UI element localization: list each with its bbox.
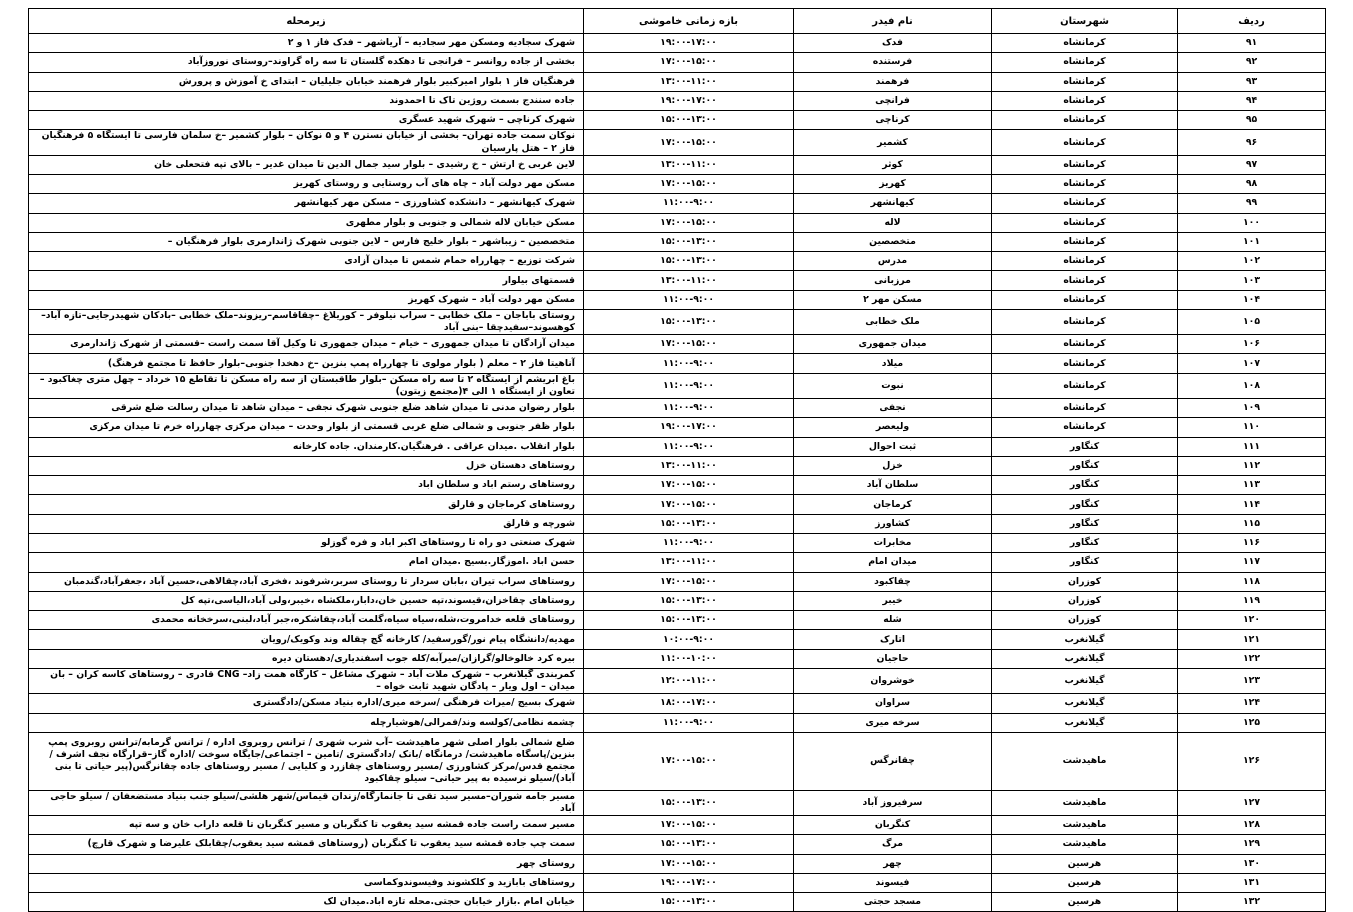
cell-feeder: کشمیر xyxy=(794,130,992,155)
header-index: ردیف xyxy=(1178,9,1326,34)
cell-city: کنگاور xyxy=(992,534,1178,553)
cell-index: ۱۰۹ xyxy=(1178,398,1326,417)
table-row xyxy=(29,232,1326,251)
cell-area: شهرک صنعتی دو راه تا روستاهای اکبر اباد و فره گوزلو xyxy=(29,534,584,553)
table-row xyxy=(29,174,1326,193)
table-row xyxy=(29,418,1326,437)
cell-index: ۱۱۳ xyxy=(1178,476,1326,495)
cell-index: ۹۲ xyxy=(1178,53,1326,72)
cell-city: کرمانشاه xyxy=(992,194,1178,213)
cell-feeder: اتارک xyxy=(794,630,992,649)
cell-time: ۱۷:۰۰-۱۵:۰۰ xyxy=(584,495,794,514)
cell-index: ۱۱۱ xyxy=(1178,437,1326,456)
table-row xyxy=(29,335,1326,354)
table-row xyxy=(29,893,1326,912)
table-row xyxy=(29,456,1326,475)
table-row xyxy=(29,252,1326,271)
cell-area: شهرک سجادیه ومسکن مهر سجادیه – آریاشهر – فدک فاز ۱ و ۲ xyxy=(29,34,584,53)
cell-city: کوزران xyxy=(992,572,1178,591)
cell-feeder: فرانچی xyxy=(794,91,992,110)
cell-area: روستاهای قلعه خدامروت،شله،سیاه سیاه،گلمت آباد،چقاشکره،جبر آباد،لبنی،سرخخانه محمدی xyxy=(29,611,584,630)
cell-index: ۹۶ xyxy=(1178,130,1326,155)
cell-city: کرمانشاه xyxy=(992,155,1178,174)
cell-feeder: چقانرگس xyxy=(794,732,992,790)
cell-city: هرسین xyxy=(992,854,1178,873)
table-row xyxy=(29,53,1326,72)
cell-city: ماهیدشت xyxy=(992,835,1178,854)
cell-time: ۱۵:۰۰-۱۳:۰۰ xyxy=(584,514,794,533)
cell-area: بلوار ظفر جنوبی و شمالی ضلع غربی قسمتی از بلوار وحدت – میدان مرکزی چهارراه خرم تا میدان مرکزی xyxy=(29,418,584,437)
cell-city: گیلانغرب xyxy=(992,694,1178,713)
cell-time: ۱۳:۰۰-۱۱:۰۰ xyxy=(584,553,794,572)
cell-city: گیلانغرب xyxy=(992,649,1178,668)
table-row xyxy=(29,630,1326,649)
cell-index: ۱۱۷ xyxy=(1178,553,1326,572)
cell-feeder: مخابرات xyxy=(794,534,992,553)
cell-city: گیلانغرب xyxy=(992,713,1178,732)
cell-time: ۱۵:۰۰-۱۳:۰۰ xyxy=(584,252,794,271)
table-row xyxy=(29,591,1326,610)
cell-index: ۱۰۱ xyxy=(1178,232,1326,251)
cell-feeder: خیبر xyxy=(794,591,992,610)
cell-feeder: متخصصین xyxy=(794,232,992,251)
cell-time: ۱۱:۰۰-۱۰:۰۰ xyxy=(584,649,794,668)
cell-area: مسیر جامه شوران–مسیر سید تقی تا جانمارگاه/زندان قیماس/شهر هلشی/سیلو جنب بنیاد مستضعفان / سیلو حاجی آباد xyxy=(29,790,584,815)
cell-feeder: کوثر xyxy=(794,155,992,174)
cell-index: ۹۴ xyxy=(1178,91,1326,110)
cell-time: ۱۷:۰۰-۱۵:۰۰ xyxy=(584,815,794,834)
cell-time: ۱۵:۰۰-۱۳:۰۰ xyxy=(584,790,794,815)
cell-index: ۱۲۷ xyxy=(1178,790,1326,815)
table-row xyxy=(29,669,1326,694)
cell-city: کرمانشاه xyxy=(992,290,1178,309)
cell-feeder: فرستنده xyxy=(794,53,992,72)
cell-time: ۱۷:۰۰-۱۵:۰۰ xyxy=(584,213,794,232)
table-row xyxy=(29,373,1326,398)
cell-area: ضلع شمالی بلوار اصلی شهر ماهیدشت –آب شرب شهری / ترانس روبروی اداره / ترانس گرمابه/ترانس روبروی پمپ بنزین/پاسگاه ماهیدشت/ درمانگاه /بانک /دادگستری /تامین – اجتماعی/جایگاه سوخت /اداره گاز–قرارگاه نجف اشرف /مجتمع قدس/مرکز کشاورزی /مسیر روستاهای چقازرد و کلیایی / مسیر روستاهای جاده چقانرگس(پیر حیاتی تا بنی آباد)/سیلو نرسیده به پیر حیاتی– سیلو چقاکبود xyxy=(29,732,584,790)
table-row xyxy=(29,130,1326,155)
cell-city: کنگاور xyxy=(992,437,1178,456)
cell-time: ۱۵:۰۰-۱۳:۰۰ xyxy=(584,591,794,610)
cell-city: کرمانشاه xyxy=(992,373,1178,398)
cell-area: روستاهای سراب تیران ،بابان سردار تا روستای سربر،شرفوند ،فخری آباد،چقالاهی،حسین آباد ،جعفرآباد،گندمبان xyxy=(29,572,584,591)
cell-city: گیلانغرب xyxy=(992,669,1178,694)
cell-index: ۱۱۰ xyxy=(1178,418,1326,437)
table-row xyxy=(29,91,1326,110)
cell-time: ۱۱:۰۰-۹:۰۰ xyxy=(584,398,794,417)
cell-index: ۱۲۲ xyxy=(1178,649,1326,668)
cell-area: خیابان امام .بازار خیابان حجتی.محله تازه اباد.میدان لک xyxy=(29,893,584,912)
cell-city: کرمانشاه xyxy=(992,174,1178,193)
cell-time: ۱۳:۰۰-۱۱:۰۰ xyxy=(584,271,794,290)
cell-area: بیره کرد خالوخالو/گرازان/میرآبه/کله جوب اسفندیاری/دهستان دیره xyxy=(29,649,584,668)
cell-feeder: کیهانشهر xyxy=(794,194,992,213)
cell-feeder: مرگ xyxy=(794,835,992,854)
cell-index: ۹۸ xyxy=(1178,174,1326,193)
cell-city: ماهیدشت xyxy=(992,732,1178,790)
cell-area: قسمتهای بیلوار xyxy=(29,271,584,290)
table-row xyxy=(29,572,1326,591)
cell-city: ماهیدشت xyxy=(992,815,1178,834)
cell-city: کرمانشاه xyxy=(992,398,1178,417)
cell-area: روستاهای دهستان خزل xyxy=(29,456,584,475)
cell-feeder: مسکن مهر ۲ xyxy=(794,290,992,309)
table-row xyxy=(29,310,1326,335)
cell-area: حسن اباد .اموزگار.بسیج .میدان امام xyxy=(29,553,584,572)
cell-index: ۱۲۶ xyxy=(1178,732,1326,790)
cell-feeder: نبوت xyxy=(794,373,992,398)
cell-time: ۱۵:۰۰-۱۳:۰۰ xyxy=(584,111,794,130)
cell-time: ۱۱:۰۰-۹:۰۰ xyxy=(584,373,794,398)
table-row xyxy=(29,713,1326,732)
cell-area: روستاهای چقاخزان،قیسوند،تپه حسین خان،دابار،ملکشاه ،خیبر،ولی آباد،الیاسی،تپه کل xyxy=(29,591,584,610)
cell-index: ۱۱۹ xyxy=(1178,591,1326,610)
table-row xyxy=(29,854,1326,873)
cell-index: ۱۲۸ xyxy=(1178,815,1326,834)
cell-area: روستاهای بابازید و کلکشوند وفیسوندوکماسی xyxy=(29,873,584,892)
cell-city: هرسین xyxy=(992,873,1178,892)
cell-area: روستای باباجان – ملک خطابی – سراب نیلوفر – کوریلاغ –چقاقاسم–ریزوند–ملک خطابی –بادکان شهیدرجایی–تازه آباد–کوهسوند–سفیدچقا –بنی آباد xyxy=(29,310,584,335)
cell-area: مسکن مهر دولت آباد – شهرک کهریز xyxy=(29,290,584,309)
table-body xyxy=(29,34,1326,912)
cell-feeder: سراوان xyxy=(794,694,992,713)
cell-feeder: شله xyxy=(794,611,992,630)
cell-index: ۱۲۴ xyxy=(1178,694,1326,713)
table-row xyxy=(29,732,1326,790)
cell-time: ۱۱:۰۰-۹:۰۰ xyxy=(584,194,794,213)
cell-area: میدان آزادگان تا میدان جمهوری – خیام – میدان جمهوری تا وکیل آقا سمت راست –قسمتی از شهرک ژاندارمری xyxy=(29,335,584,354)
cell-index: ۱۰۳ xyxy=(1178,271,1326,290)
cell-area: بخشی از جاده روانسر – فرانجی تا دهکده گلستان تا سه راه گراوند–روستای نوروزآباد xyxy=(29,53,584,72)
cell-city: کرمانشاه xyxy=(992,72,1178,91)
cell-feeder: کرماجان xyxy=(794,495,992,514)
cell-city: کرمانشاه xyxy=(992,271,1178,290)
cell-time: ۱۳:۰۰-۱۱:۰۰ xyxy=(584,456,794,475)
cell-city: کرمانشاه xyxy=(992,354,1178,373)
cell-feeder: سرفیروز آباد xyxy=(794,790,992,815)
table-row xyxy=(29,873,1326,892)
outage-schedule-sheet xyxy=(28,8,1326,912)
cell-time: ۱۷:۰۰-۱۵:۰۰ xyxy=(584,53,794,72)
cell-city: کرمانشاه xyxy=(992,111,1178,130)
cell-index: ۱۰۲ xyxy=(1178,252,1326,271)
cell-index: ۹۱ xyxy=(1178,34,1326,53)
cell-index: ۱۰۴ xyxy=(1178,290,1326,309)
cell-city: هرسین xyxy=(992,893,1178,912)
header-city: شهرستان xyxy=(992,9,1178,34)
cell-area: بلوار انقلاب .میدان عراقی . فرهنگیان.کارمندان. جاده کارخانه xyxy=(29,437,584,456)
cell-time: ۱۵:۰۰-۱۳:۰۰ xyxy=(584,310,794,335)
header-area: زیرمحله xyxy=(29,9,584,34)
header-time: بازه زمانی خاموشی xyxy=(584,9,794,34)
cell-time: ۱۷:۰۰-۱۵:۰۰ xyxy=(584,174,794,193)
cell-index: ۱۳۲ xyxy=(1178,893,1326,912)
outage-table xyxy=(28,8,1326,912)
cell-city: کوزران xyxy=(992,611,1178,630)
table-row xyxy=(29,34,1326,53)
cell-time: ۱۱:۰۰-۹:۰۰ xyxy=(584,713,794,732)
cell-feeder: سلطان آباد xyxy=(794,476,992,495)
cell-city: کرمانشاه xyxy=(992,418,1178,437)
table-row xyxy=(29,534,1326,553)
table-row xyxy=(29,649,1326,668)
table-row xyxy=(29,476,1326,495)
cell-area: مسیر سمت راست جاده قمشه سید یعقوب تا کنگربان و مسیر کنگربان تا قلعه داراب خان و سه تپه xyxy=(29,815,584,834)
cell-feeder: مرزبانی xyxy=(794,271,992,290)
cell-index: ۱۰۸ xyxy=(1178,373,1326,398)
cell-city: کرمانشاه xyxy=(992,335,1178,354)
table-row xyxy=(29,290,1326,309)
cell-time: ۱۷:۰۰-۱۵:۰۰ xyxy=(584,476,794,495)
cell-index: ۱۳۰ xyxy=(1178,854,1326,873)
table-row xyxy=(29,835,1326,854)
cell-feeder: میدان جمهوری xyxy=(794,335,992,354)
cell-time: ۱۱:۰۰-۹:۰۰ xyxy=(584,354,794,373)
table-row xyxy=(29,815,1326,834)
cell-city: ماهیدشت xyxy=(992,790,1178,815)
cell-time: ۱۵:۰۰-۱۳:۰۰ xyxy=(584,611,794,630)
cell-area: شهرک کرناچی – شهرک شهید عسگری xyxy=(29,111,584,130)
cell-index: ۱۰۷ xyxy=(1178,354,1326,373)
cell-time: ۱۷:۰۰-۱۵:۰۰ xyxy=(584,335,794,354)
cell-feeder: چقاکبود xyxy=(794,572,992,591)
cell-index: ۹۳ xyxy=(1178,72,1326,91)
cell-time: ۱۷:۰۰-۱۵:۰۰ xyxy=(584,854,794,873)
cell-time: ۱۷:۰۰-۱۵:۰۰ xyxy=(584,732,794,790)
header-row xyxy=(29,9,1326,34)
cell-time: ۱۷:۰۰-۱۵:۰۰ xyxy=(584,130,794,155)
cell-area: کمربندی گیلانغرب – شهرک ملات آباد – شهرک مشاغل – کارگاه همت زاد– CNG قادری – روستاهای کاسه کران – بان میدان – اول ویار – پادگان شهید ثابت خواه – xyxy=(29,669,584,694)
cell-area: نوکان سمت جاده تهران– بخشی از خیابان نسترن ۴ و ۵ نوکان – بلوار کشمیر –خ سلمان فارسی تا ایستگاه ۵ فرهنگیان فاز ۲ – هتل پارسیان xyxy=(29,130,584,155)
table-row xyxy=(29,611,1326,630)
cell-index: ۱۲۰ xyxy=(1178,611,1326,630)
cell-area: آناهیتا فاز ۲ – معلم ( بلوار مولوی تا چهارراه پمپ بنزین –خ دهخدا جنوبی–بلوار حافظ تا مجتمع فرهنگ) xyxy=(29,354,584,373)
table-row xyxy=(29,155,1326,174)
cell-area: شهرک بسیج /میراث فرهنگی /سرخه میری/اداره بنیاد مسکن/دادگستری xyxy=(29,694,584,713)
cell-city: کنگاور xyxy=(992,514,1178,533)
table-row xyxy=(29,72,1326,91)
cell-index: ۱۱۲ xyxy=(1178,456,1326,475)
cell-city: کرمانشاه xyxy=(992,53,1178,72)
cell-area: روستای چهر xyxy=(29,854,584,873)
table-row xyxy=(29,790,1326,815)
cell-city: کرمانشاه xyxy=(992,213,1178,232)
cell-time: ۱۱:۰۰-۹:۰۰ xyxy=(584,534,794,553)
cell-city: کرمانشاه xyxy=(992,130,1178,155)
cell-index: ۱۲۹ xyxy=(1178,835,1326,854)
cell-feeder: مدرس xyxy=(794,252,992,271)
cell-feeder: کشاورز xyxy=(794,514,992,533)
cell-area: روستاهای رستم اباد و سلطان اباد xyxy=(29,476,584,495)
cell-feeder: لاله xyxy=(794,213,992,232)
cell-area: جاده سنندج بسمت روژین تاک تا احمدوند xyxy=(29,91,584,110)
cell-time: ۱۷:۰۰-۱۵:۰۰ xyxy=(584,572,794,591)
cell-feeder: حاجیان xyxy=(794,649,992,668)
cell-feeder: فدک xyxy=(794,34,992,53)
header-feeder: نام فیدر xyxy=(794,9,992,34)
cell-index: ۱۰۵ xyxy=(1178,310,1326,335)
cell-time: ۱۹:۰۰-۱۷:۰۰ xyxy=(584,91,794,110)
cell-city: کنگاور xyxy=(992,553,1178,572)
cell-feeder: ثبت احوال xyxy=(794,437,992,456)
cell-time: ۱۵:۰۰-۱۳:۰۰ xyxy=(584,835,794,854)
cell-time: ۱۵:۰۰-۱۳:۰۰ xyxy=(584,232,794,251)
cell-area: شهرک کیهانشهر – دانشکده کشاورزی – مسکن مهر کیهانشهر xyxy=(29,194,584,213)
cell-area: بلوار رضوان مدنی تا میدان شاهد ضلع جنوبی شهرک نجفی – میدان شاهد تا میدان رسالت ضلع شرقی xyxy=(29,398,584,417)
cell-feeder: خزل xyxy=(794,456,992,475)
cell-area: شورچه و قارلق xyxy=(29,514,584,533)
cell-index: ۱۰۰ xyxy=(1178,213,1326,232)
cell-feeder: نجفی xyxy=(794,398,992,417)
cell-index: ۱۰۶ xyxy=(1178,335,1326,354)
table-row xyxy=(29,354,1326,373)
table-row xyxy=(29,514,1326,533)
table-row xyxy=(29,553,1326,572)
cell-feeder: فرهمند xyxy=(794,72,992,91)
cell-area: لاین غربی خ ارتش – خ رشیدی – بلوار سید جمال الدین تا میدان غدیر – بالای تپه فتحعلی خان xyxy=(29,155,584,174)
cell-area: مهدیه/دانشگاه پیام نور/گورسفید/ کارخانه گچ چقاله وند وکویک/رویان xyxy=(29,630,584,649)
cell-index: ۱۳۱ xyxy=(1178,873,1326,892)
table-row xyxy=(29,213,1326,232)
cell-city: کنگاور xyxy=(992,456,1178,475)
cell-city: کرمانشاه xyxy=(992,91,1178,110)
table-row xyxy=(29,694,1326,713)
cell-area: مسکن مهر دولت آباد – چاه های آب روستایی و روستای کهریز xyxy=(29,174,584,193)
cell-feeder: کرناچی xyxy=(794,111,992,130)
cell-feeder: کهریز xyxy=(794,174,992,193)
cell-area: فرهنگیان فاز ۱ بلوار امیرکبیر بلوار فرهمند خیابان جلیلیان – ابتدای خ آموزش و پرورش xyxy=(29,72,584,91)
cell-index: ۱۲۱ xyxy=(1178,630,1326,649)
cell-index: ۱۱۵ xyxy=(1178,514,1326,533)
cell-area: چشمه نظامی/کولسه وند/فمرالی/هوشیارچله xyxy=(29,713,584,732)
table-row xyxy=(29,495,1326,514)
cell-city: کرمانشاه xyxy=(992,34,1178,53)
cell-time: ۱۹:۰۰-۱۷:۰۰ xyxy=(584,34,794,53)
table-row xyxy=(29,111,1326,130)
cell-city: گیلانغرب xyxy=(992,630,1178,649)
cell-time: ۱۰:۰۰-۹:۰۰ xyxy=(584,630,794,649)
cell-feeder: چهر xyxy=(794,854,992,873)
cell-city: کرمانشاه xyxy=(992,232,1178,251)
cell-time: ۱۳:۰۰-۱۱:۰۰ xyxy=(584,155,794,174)
cell-feeder: کنگربان xyxy=(794,815,992,834)
cell-city: کنگاور xyxy=(992,476,1178,495)
cell-time: ۱۲:۰۰-۱۱:۰۰ xyxy=(584,669,794,694)
cell-index: ۹۹ xyxy=(1178,194,1326,213)
cell-index: ۱۱۸ xyxy=(1178,572,1326,591)
cell-city: کنگاور xyxy=(992,495,1178,514)
cell-index: ۹۷ xyxy=(1178,155,1326,174)
table-row xyxy=(29,194,1326,213)
cell-time: ۱۱:۰۰-۹:۰۰ xyxy=(584,290,794,309)
table-row xyxy=(29,271,1326,290)
cell-index: ۱۲۵ xyxy=(1178,713,1326,732)
cell-area: شرکت توزیع – چهارراه حمام شمس تا میدان آزادی xyxy=(29,252,584,271)
cell-area: متخصصین – زیباشهر – بلوار خلیج فارس – لاین جنوبی شهرک ژاندارمری بلوار فرهنگیان – xyxy=(29,232,584,251)
cell-feeder: میدان امام xyxy=(794,553,992,572)
cell-time: ۱۱:۰۰-۹:۰۰ xyxy=(584,437,794,456)
cell-city: کوزران xyxy=(992,591,1178,610)
cell-city: کرمانشاه xyxy=(992,310,1178,335)
cell-area: باغ ابریشم از ایستگاه ۲ تا سه راه مسکن –بلوار طاقبستان از سه راه مسکن تا تقاطع ۱۵ خرداد – چهل متری چغاکبود –تعاون از ایستگاه ۱ الی ۴(مجتمع زیتون) xyxy=(29,373,584,398)
cell-index: ۹۵ xyxy=(1178,111,1326,130)
cell-time: ۱۹:۰۰-۱۷:۰۰ xyxy=(584,418,794,437)
cell-index: ۱۱۶ xyxy=(1178,534,1326,553)
cell-area: مسکن خیابان لاله شمالی و جنوبی و بلوار مطهری xyxy=(29,213,584,232)
cell-city: کرمانشاه xyxy=(992,252,1178,271)
cell-index: ۱۲۳ xyxy=(1178,669,1326,694)
cell-area: سمت چپ جاده قمشه سید یعقوب تا کنگربان (روستاهای قمشه سید یعقوب/چقابلک علیرضا و شهرک قارچ) xyxy=(29,835,584,854)
cell-feeder: فیسوند xyxy=(794,873,992,892)
cell-time: ۱۹:۰۰-۱۷:۰۰ xyxy=(584,873,794,892)
cell-feeder: مسجد حجتی xyxy=(794,893,992,912)
cell-time: ۱۳:۰۰-۱۱:۰۰ xyxy=(584,72,794,91)
cell-area: روستاهای کرماجان و قارلق xyxy=(29,495,584,514)
cell-feeder: سرخه میری xyxy=(794,713,992,732)
cell-feeder: خوشروان xyxy=(794,669,992,694)
cell-feeder: ملک خطابی xyxy=(794,310,992,335)
cell-index: ۱۱۴ xyxy=(1178,495,1326,514)
cell-time: ۱۸:۰۰-۱۷:۰۰ xyxy=(584,694,794,713)
cell-feeder: ولیعصر xyxy=(794,418,992,437)
cell-feeder: میلاد xyxy=(794,354,992,373)
table-row xyxy=(29,437,1326,456)
cell-time: ۱۵:۰۰-۱۳:۰۰ xyxy=(584,893,794,912)
table-row xyxy=(29,398,1326,417)
